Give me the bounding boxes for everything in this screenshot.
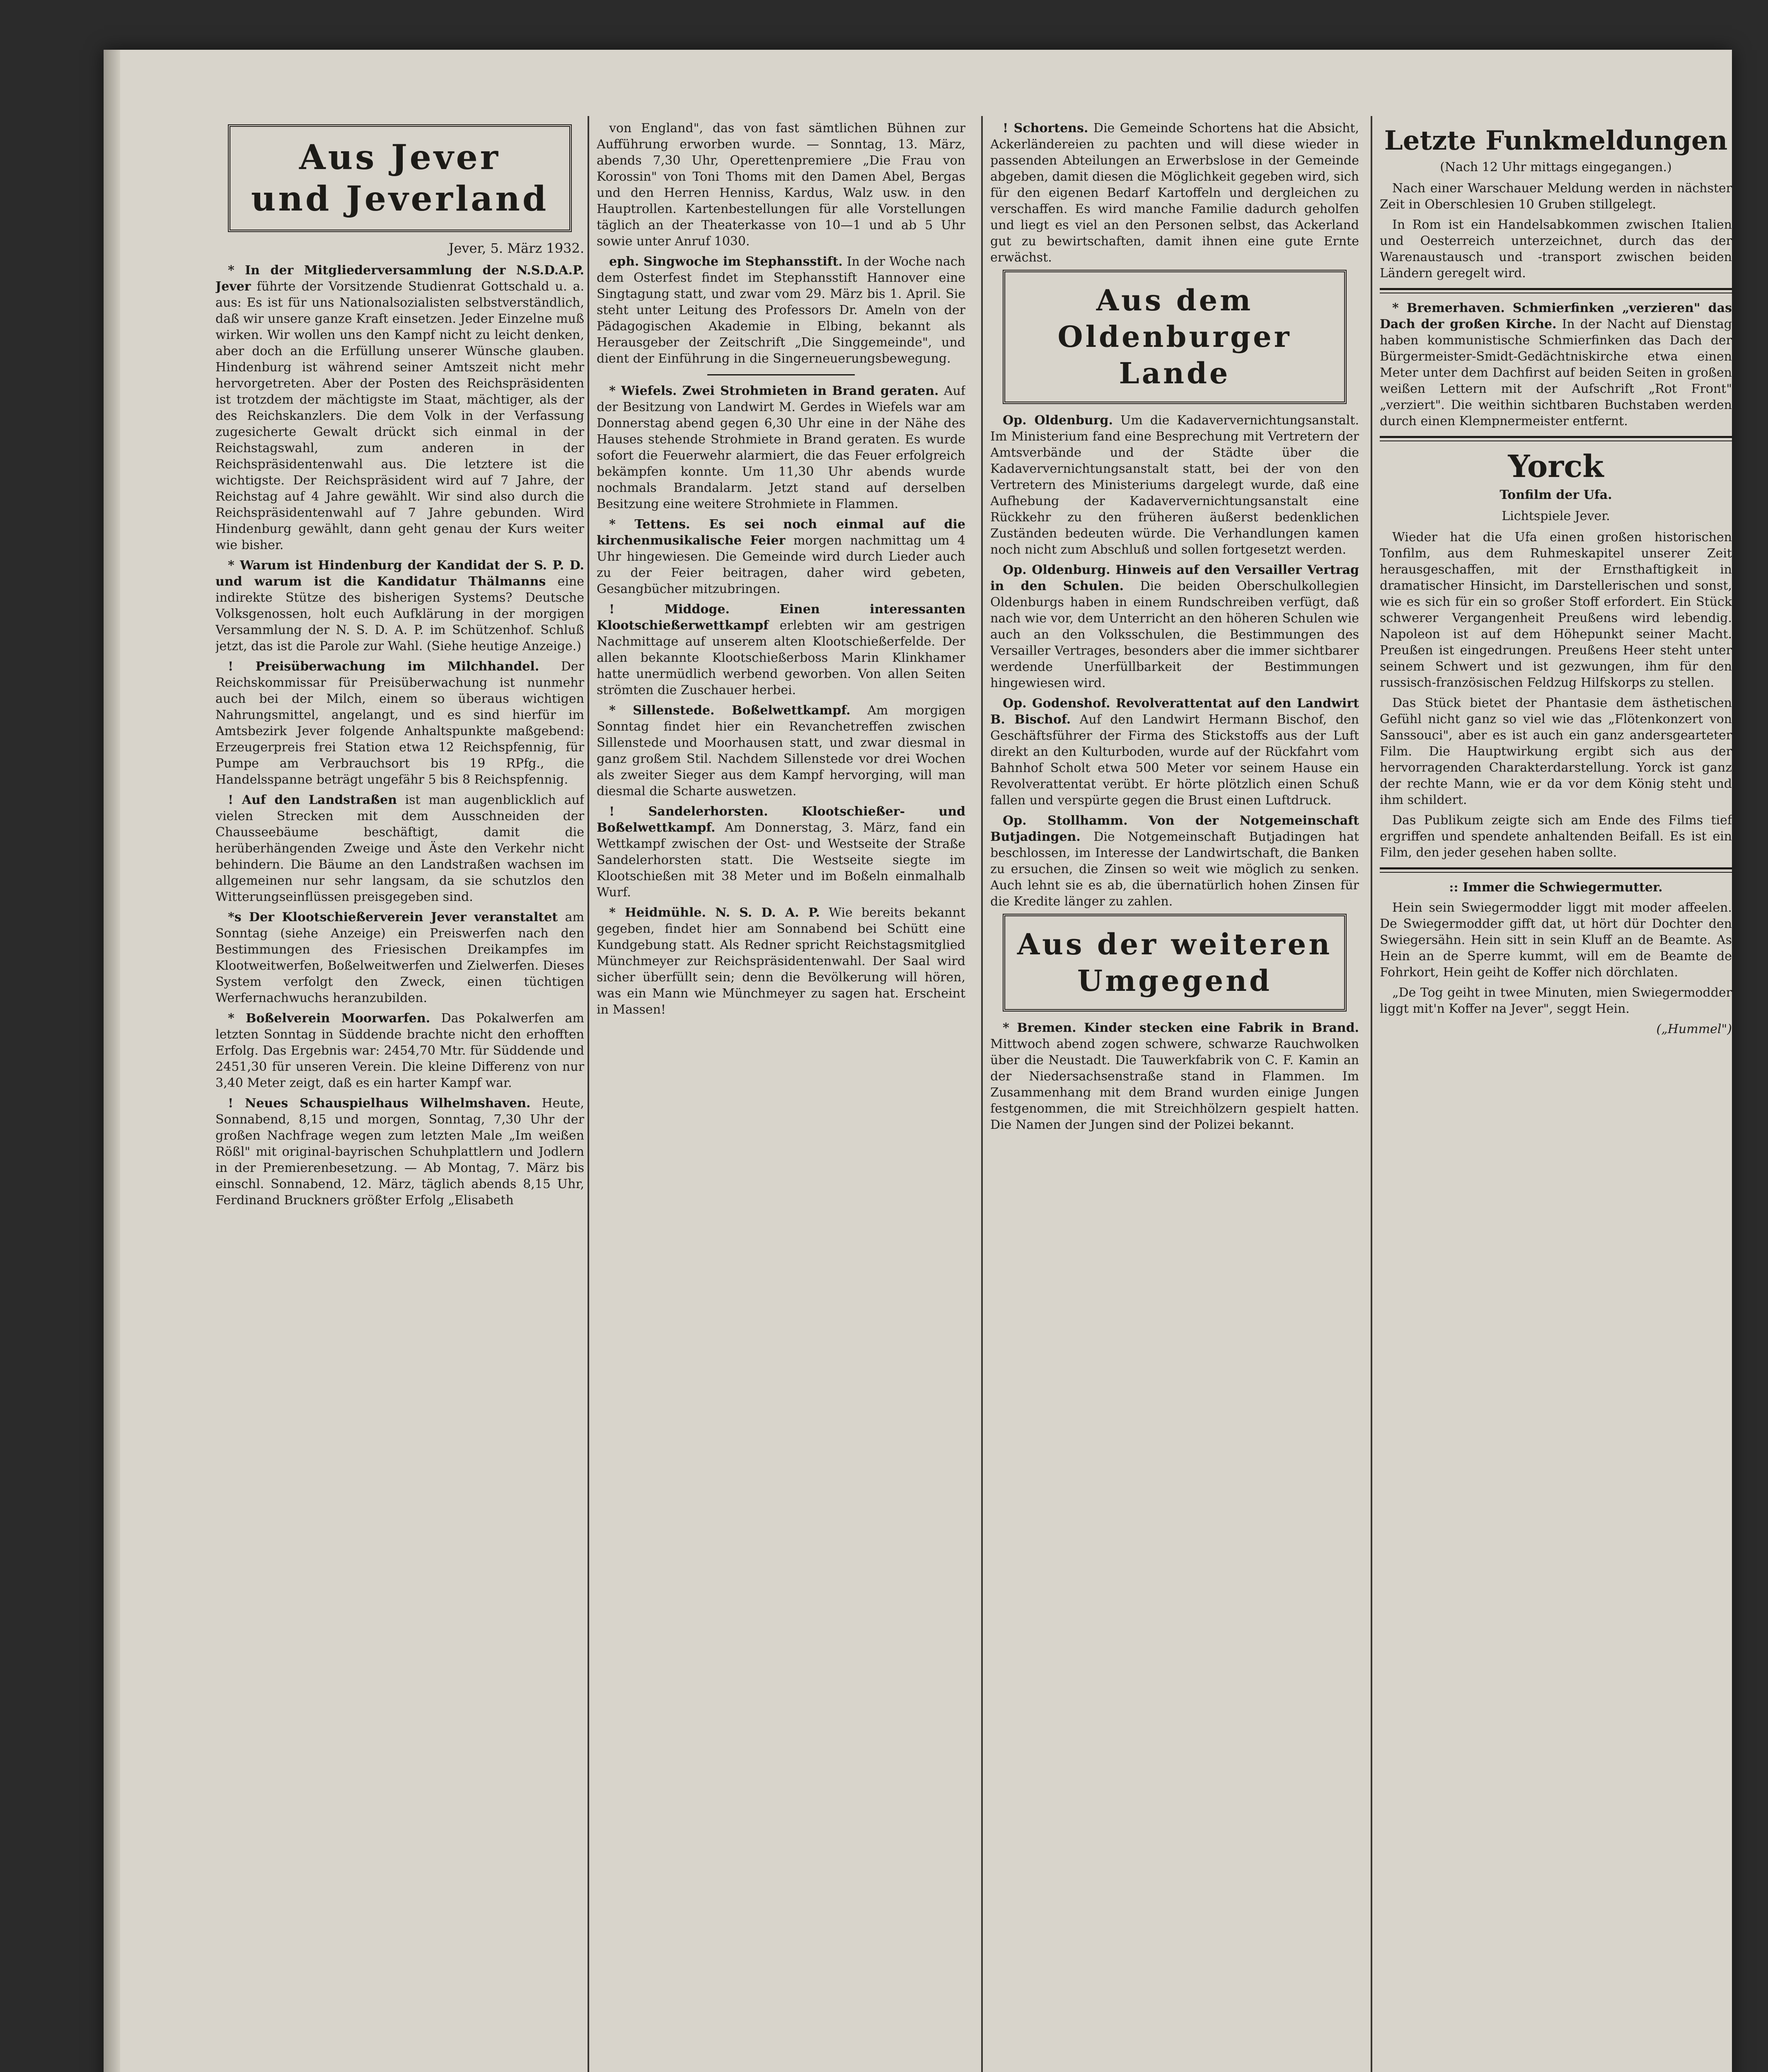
- column-rule: [1371, 116, 1372, 2072]
- article-body: Das Publikum zeigte sich am Ende des Films tief ergriffen und spendete anhaltenden Beifall. Es ist ein Film, den jeder gesehen haben sollte.: [1380, 813, 1732, 860]
- article-body: Am morgigen Sonntag findet hier ein Revanchetreffen zwischen Sillenstede und Moorhausen statt, und zwar diesmal in ganz großem Stil. Nachdem Sillenstede vor drei Wochen als zweiter Sieger aus dem Kampf hervorging, will man diesmal die Scharte auswetzen.: [597, 703, 965, 799]
- dateline: Jever, 5. März 1932.: [448, 240, 584, 256]
- article-body: Wie bereits bekannt gegeben, findet hier am Sonnabend bei Schütt eine Kundgebung statt. Als Redner spricht Reichstagsmitglied Münchmeyer zur Reichspräsidentenwahl. Der Saal wird sicher überfüllt sein; denn die Bevölkerung will hören, was ein Mann wie Münchmeyer zu sagen hat. Erscheint in Massen!: [597, 905, 965, 1017]
- article-body: Hein sein Swiegermodder liggt mit moder affeelen. De Swiegermodder gifft dat, ut hört dür Dochter den Swiegersähn. Hein sitt in sein Kluff an de Beamte. As Hein an de Sperre kummt, will em de Beamte de Fohrkort, Hein geiht de Koffer nich dörchlaten.: [1380, 900, 1732, 980]
- article: [1380, 300, 1732, 429]
- article: [215, 658, 584, 788]
- article-body: In der Woche nach dem Osterfest findet im Stephansstift Hannover eine Singtagung statt, und zwar vom 29. März bis 1. April. Sie steht unter Leitung des Professors Dr. Ameln von der Pädagogischen Akademie in Elbing, bekannt als Herausgeber der Zeitschrift „Die Singgemeinde", und dient der Einführung in die Singerneuerungsbewegung.: [597, 254, 965, 366]
- article-heading: * In der Mitgliederversammlung der N.S.D.A.P. Jever: [215, 263, 584, 294]
- article-heading: Op. Oldenburg.: [1003, 413, 1113, 428]
- page-binding-edge: [104, 50, 120, 2072]
- article-heading: * Boßelverein Moorwarfen.: [228, 1011, 431, 1026]
- section-title-line-1: Aus dem Oldenburger: [1057, 283, 1292, 354]
- article: [1380, 985, 1732, 1017]
- section-header-box: [228, 124, 572, 232]
- article-heading: * Sillenstede. Boßelwettkampf.: [609, 703, 851, 718]
- article-body: Mittwoch abend zogen schwere, schwarze Rauchwolken über die Neustadt. Die Tauwerkfabrik von C. F. Kamin an der Niedersachsenstraße stand in Flammen. Im Zusammenhang mit dem Brand wurden einige Jungen festgenommen, die mit Streichhölzern gespielt hatten. Die Namen der Jungen sind der Polizei bekannt.: [990, 1037, 1359, 1132]
- article-heading: ! Middoge. Einen interessanten Klootschießerwettkampf: [597, 602, 965, 633]
- article-heading-line: [1380, 879, 1732, 896]
- article-heading: eph. Singwoche im Stephansstift.: [609, 254, 843, 269]
- section-title-line-2: Lande: [1119, 356, 1231, 390]
- article: [1380, 180, 1732, 213]
- article: [597, 120, 965, 249]
- article-body: erlebten wir am gestrigen Nachmittage auf unserem alten Klootschießerfelde. Der allen bekannte Klootschießerboss Marin Klinkhamer hatte unermüdlich werbend geworben. Von allen Seiten strömten die Zuschauer herbei.: [597, 618, 965, 697]
- article-heading: Op. Oldenburg. Hinweis auf den Versailler Vertrag in den Schulen.: [990, 563, 1359, 593]
- article-body: Auf der Besitzung von Landwirt M. Gerdes in Wiefels war am Donnerstag abend gegen 6,30 Uhr eine in der Nähe des Hauses stehende Strohmiete in Brand geraten. Es wurde sofort die Feuerwehr alarmiert, die das Feuer erfolgreich bekämpfen konnte. Um 11,30 Uhr abends wurde nochmals Brandalarm. Jetzt stand auf derselben Besitzung eine weitere Strohmiete in Flammen.: [597, 384, 965, 511]
- article: [597, 254, 965, 367]
- article: [215, 792, 584, 905]
- double-rule: [1380, 867, 1732, 873]
- newspaper-page: [104, 50, 1732, 2072]
- article-heading: ! Schortens.: [1003, 121, 1088, 136]
- article-body: In der Nacht auf Dienstag haben kommunistische Schmierfinken das Dach der Bürgermeister-Smidt-Gedächtniskirche etwa einen Meter unter dem Dachfirst auf beiden Seiten in großen weißen Lettern mit der Aufschrift „Rot Front" „verziert". Die weithin sichtbaren Buchstaben werden durch einen Klempnermeister entfernt.: [1380, 317, 1732, 428]
- article-body: „De Tog geiht in twee Minuten, mien Swiegermodder liggt mit'n Koffer na Jever", seggt Hein.: [1380, 985, 1732, 1016]
- column-3: [990, 120, 1359, 2072]
- section-header-box: [1003, 914, 1347, 1012]
- article-heading: ! Auf den Landstraßen: [228, 793, 397, 807]
- article: [597, 702, 965, 799]
- column-rule: [981, 116, 983, 2072]
- section-title-line-2: Umgegend: [1077, 963, 1272, 998]
- article: [990, 412, 1359, 558]
- article-body: eine indirekte Stütze des bisherigen Systems? Deutsche Volksgenossen, holt euch Aufklärung in der morgigen Versammlung der N. S. D. A. P. im Schützenhof. Schluß jetzt, das ist die Parole zur Wahl. (Siehe heutige Anzeige.): [215, 574, 584, 654]
- column-4: [1380, 120, 1732, 2072]
- article-heading: ! Preisüberwachung im Milchhandel.: [228, 659, 539, 674]
- article: [990, 695, 1359, 808]
- article-heading: * Heidmühle. N. S. D. A. P.: [609, 905, 820, 920]
- article-body: Am Donnerstag, 3. März, fand ein Wettkampf zwischen der Ost- und Westseite der Straße Sandelerhorsten statt. Die Westseite siegte im Klootschießen mit 38 Meter und im Boßeln einmalhalb Wurf.: [597, 821, 965, 900]
- article-heading: * Bremerhaven. Schmierfinken „verzieren" das Dach der großen Kirche.: [1380, 301, 1732, 332]
- article: [597, 383, 965, 512]
- article-body: am Sonntag (siehe Anzeige) ein Preiswerfen nach den Bestimmungen des Friesischen Dreikampfes im Klootweitwerfen, Boßelweitwerfen und Zielwerfen. Dieses System verfolgt den Zweck, einen tüchtigen Werfernachwuchs heranzubilden.: [215, 910, 584, 1005]
- article-body: Der Reichskommissar für Preisüberwachung ist nunmehr auch bei der Milch, einem so überaus wichtigen Nahrungsmittel, angelangt, und es sind hierfür im Amtsbezirk Jever folgende Anhaltspunkte maßgebend: Erzeugerpreis frei Station etwa 12 Reichspfennig, für Pumpe am Verbrauchsort bis 19 RPfg., die Handelsspanne beträgt ungefähr 5 bis 8 Reichspfennig.: [215, 659, 584, 787]
- article-body: In Rom ist ein Handelsabkommen zwischen Italien und Oesterreich unterzeichnet, durch das der Warenaustausch und -transport zwischen beiden Ländern geregelt wird.: [1380, 218, 1732, 281]
- article-heading: Op. Godenshof. Revolverattentat auf den Landwirt B. Bischof.: [990, 696, 1359, 727]
- article-heading: :: Immer die Schwiegermutter.: [1449, 880, 1663, 895]
- article: [1380, 217, 1732, 281]
- article-body: Um die Kadaververnichtungsanstalt. Im Ministerium fand eine Besprechung mit Vertretern der Amtsverbände und der Städte über die Kadaververnichtungsanstalt statt, bei der von den Vertretern des Ministeriums dargelegt wurde, daß eine Aufhebung der Kadaververnichtungsanstalt eine Rückkehr zu den früheren äußerst bedenklichen Zuständen bedeuten würde. Die Verhandlungen kamen noch nicht zum Abschluß und sollen fortgesetzt werden.: [990, 413, 1359, 557]
- article: [215, 1095, 584, 1208]
- article: [990, 120, 1359, 266]
- article-body: Wieder hat die Ufa einen großen historischen Tonfilm, aus dem Ruhmeskapitel unserer Zeit herausgeschaffen, mit der Ernsthaftigkeit in dramatischer Hinsicht, im Darstellerischen und sonst, wie es sich für ein so großer Stoff erfordert. Ein Stück schwerer Vergangenheit Preußens wird lebendig. Napoleon ist auf dem Höhepunkt seiner Macht. Preußen ist eingedrungen. Preußens Heer steht unter seinem Schwert und ist gezwungen, ihm für den russisch-französischen Feldzug Hilfskorps zu stellen.: [1380, 530, 1732, 690]
- article: [597, 516, 965, 597]
- article-body: Auf den Landwirt Hermann Bischof, den Geschäftsführer der Firma des Stickstoffs aus der Luft direkt an den Kulturboden, wurde auf der Rückfahrt vom Bahnhof Scholt etwa 500 Meter vor seinem Hause ein Revolverattentat verübt. Er hörte plötzlich einen Schuß fallen und verspürte gegen die Brust einen Luftdruck.: [990, 712, 1359, 808]
- article: [215, 909, 584, 1006]
- article-heading: ! Sandelerhorsten. Klootschießer- und Boßelwettkampf.: [597, 804, 965, 835]
- article-heading: ! Neues Schauspielhaus Wilhelmshaven.: [228, 1096, 531, 1111]
- double-rule: [1380, 288, 1732, 293]
- column-rule: [588, 116, 589, 2072]
- article-body: Heute, Sonnabend, 8,15 und morgen, Sonntag, 7,30 Uhr der großen Nachfrage wegen zum letzten Male „Im weißen Rößl" mit original-bayrischen Schuhplattlern und Jodlern in der Premierenbesetzung. — Ab Montag, 7. März bis einschl. Sonnabend, 12. März, täglich abends 8,15 Uhr, Ferdinand Bruckners größter Erfolg „Elisabeth: [215, 1096, 584, 1208]
- article: [1380, 812, 1732, 861]
- article: [597, 905, 965, 1018]
- article-body: Das Pokalwerfen am letzten Sonntag in Süddende brachte nicht den erhofften Erfolg. Das Ergebnis war: 2454,70 Mtr. für Süddende und 2451,30 für unseren Verein. Die kleine Differenz von nur 3,40 Meter zeigt, daß es ein harter Kampf war.: [215, 1011, 584, 1090]
- separator: [707, 374, 855, 375]
- article-body: von England", das von fast sämtlichen Bühnen zur Aufführung erworben wurde. — Sonntag, 13. März, abends 7,30 Uhr, Operettenpremiere „Die Frau von Korossin" von Toni Thoms mit den Damen Abel, Bergas und den Herren Henniss, Kardus, Walz usw. in den Hauptrollen. Kartenbestellungen für alle Vorstellungen täglich an der Theaterkasse von 10—1 und ab 5 Uhr sowie unter Anruf 1030.: [597, 121, 965, 249]
- article-heading: * Tettens. Es sei noch einmal auf die kirchenmusikalische Feier: [597, 517, 965, 548]
- article: [215, 557, 584, 654]
- article-body: Die Notgemeinschaft Butjadingen hat beschlossen, im Interesse der Landwirtschaft, die Banken zu ersuchen, die Zinsen so weit wie möglich zu senken. Auch lehnt sie es ab, die übernatürlich hohen Zinsen für die Kredite länger zu zahlen.: [990, 830, 1359, 909]
- double-rule: [1380, 436, 1732, 441]
- article: [990, 1020, 1359, 1133]
- column-1: [215, 120, 584, 2072]
- review-venue: Lichtspiele Jever.: [1502, 509, 1610, 523]
- section-header-box: [1003, 270, 1347, 404]
- article-body: führte der Vorsitzende Studienrat Gottschald u. a. aus: Es ist für uns Nationalsozialisten selbstverständlich, daß wir unsere ganze Kraft einsetzen. Jeder Einzelne muß wirken. Wir wollen uns den Kampf nicht zu leicht denken, aber doch an die Erfüllung unserer Wünsche glauben. Hindenburg ist während seiner Amtszeit nicht mehr hervorgetreten. Aber der Posten des Reichspräsidenten ist trotzdem der mächtigste im Staat, mächtiger, als der des Reichskanzlers. Die dem Volk in der Verfassung zugesicherte Gewalt drückt sich einmal in der Reichstagswahl, zum anderen in der Reichspräsidentenwahl aus. Die letztere ist die wichtigste. Der Reichspräsident wird auf 7 Jahre, der Reichstag auf 4 Jahre gewählt. Wir sind also durch die Reichspräsidentenwahl auf 7 Jahre gebunden. Wird Hindenburg gewählt, dann geht genau der Kurs weiter wie bisher.: [215, 279, 584, 552]
- section-title-line-1: Aus Jever: [299, 138, 501, 177]
- article-heading: *s Der Klootschießerverein Jever veranstaltet: [228, 910, 558, 925]
- article: [1380, 529, 1732, 691]
- article: [990, 813, 1359, 910]
- article: [1380, 695, 1732, 808]
- article-heading: * Warum ist Hindenburg der Kandidat der S. P. D. und warum ist die Kandidatur Thälmanns: [215, 558, 584, 589]
- article: [990, 562, 1359, 691]
- article-heading: * Wiefels. Zwei Strohmieten in Brand geraten.: [609, 384, 939, 398]
- column-2: [597, 120, 965, 2072]
- review-title: Yorck: [1508, 449, 1604, 484]
- article: [1380, 900, 1732, 980]
- article-body: morgen nachmittag um 4 Uhr hingewiesen. Die Gemeinde wird durch Lieder auch zu der Feier beitragen, daher wird gebeten, Gesangbücher mitzubringen.: [597, 533, 965, 596]
- article-heading: * Bremen. Kinder stecken eine Fabrik in Brand.: [1003, 1021, 1359, 1035]
- article-heading: Op. Stollhamm. Von der Notgemeinschaft Butjadingen.: [990, 813, 1359, 844]
- section-title-line-1: Aus der weiteren: [1017, 927, 1333, 961]
- section-title: Letzte Funkmeldungen: [1384, 125, 1728, 156]
- article: [597, 601, 965, 698]
- signature-line: [1380, 1021, 1732, 1037]
- article: [215, 262, 584, 553]
- article-signature: („Hummel"): [1656, 1022, 1732, 1036]
- review-subtitle: Tonfilm der Ufa.: [1500, 488, 1612, 502]
- article-body: ist man augenblicklich auf vielen Strecken mit dem Ausschneiden der Chausseebäume beschäftigt, damit die herüberhängenden Zweige und Äste den Verkehr nicht behindern. Die Bäume an den Landstraßen wachsen im allgemeinen nur sehr langsam, da sie schutzlos den Witterungseinflüssen preisgegeben sind.: [215, 793, 584, 904]
- article: [597, 804, 965, 900]
- article: [215, 1010, 584, 1091]
- section-subtitle: (Nach 12 Uhr mittags eingegangen.): [1440, 160, 1672, 174]
- article-body: Die beiden Oberschulkollegien Oldenburgs haben in einem Rundschreiben verfügt, daß nach wie vor, dem Unterricht an den höheren Schulen wie auch an den Volksschulen, die Bestimmungen des Versailler Vertrages, besonders aber die immer sichtbarer werdende Unerfüllbarkeit der Bestimmungen hingewiesen wird.: [990, 579, 1359, 690]
- article-body: Nach einer Warschauer Meldung werden in nächster Zeit in Oberschlesien 10 Gruben stillgelegt.: [1380, 181, 1732, 212]
- article-body: Das Stück bietet der Phantasie dem ästhetischen Gefühl nicht ganz so viel wie das „Flötenkonzert von Sanssouci", aber es ist auch ein ganz andersgearteter Film. Die Hauptwirkung ergibt sich aus der hervorragenden Charakterdarstellung. Yorck ist ganz der rechte Mann, wie er da vor dem König steht und ihm schildert.: [1380, 696, 1732, 807]
- section-title-line-2: und Jeverland: [251, 179, 549, 219]
- article-body: Die Gemeinde Schortens hat die Absicht, Ackerländereien zu pachten und will diese wieder in passenden Abteilungen an Erwerbslose in der Gemeinde abgeben, damit diesen die Möglichkeit gegeben wird, sich für den eigenen Bedarf Kartoffeln und dergleichen zu verschaffen. Es wird manche Familie dadurch geholfen und liegt es viel an den Personen selbst, das Ackerland gut zu bewirtschaften, damit ihnen eine gute Ernte erwächst.: [990, 121, 1359, 265]
